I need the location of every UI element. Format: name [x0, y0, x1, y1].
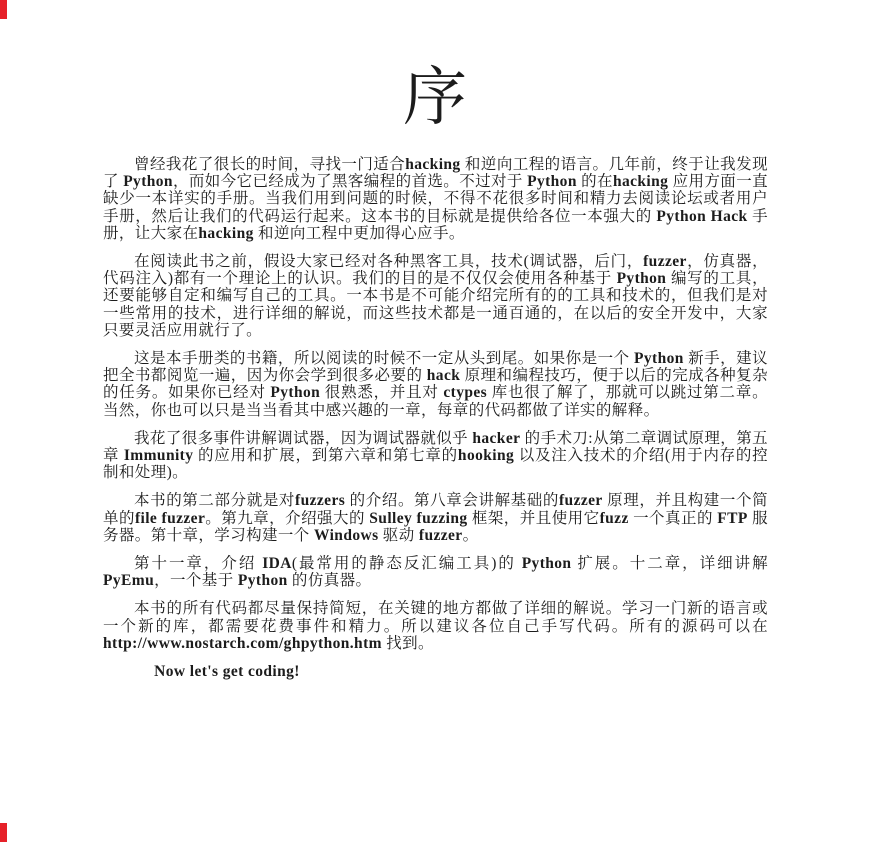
- red-edge-mark-top: [0, 0, 7, 19]
- paragraph-2: 在阅读此书之前，假设大家已经对各种黑客工具，技术(调试器，后门，fuzzer，仿真器，代码注入)都有一个理论上的认识。我们的目的是不仅仅会使用各种基于 Python 编写的工具，还要能够自定和编写自己的工具。一本书是不可能介绍完所有的的工具和技术的，但我们是对一些常用的技术，进行详细的解说，而这些技术都是一通百通的，在以后的安全开发中，大家只要灵活应用就行了。: [103, 253, 768, 339]
- page-content: [103, 156, 768, 691]
- paragraph-1: 曾经我花了很长的时间，寻找一门适合hacking 和逆向工程的语言。几年前，终于让我发现了 Python，而如今它已经成为了黑客编程的首选。不过对于 Python 的在hacking 应用方面一直缺少一本详实的手册。当我们用到问题的时候，不得不花很多时间和精力去阅读论坛或者用户手册，然后让我们的代码运行起来。这本书的目标就是提供给各位一本强大的 Python Hack 手册，让大家在hacking 和逆向工程中更加得心应手。: [103, 156, 768, 242]
- closing-line: Now let's get coding!: [154, 663, 300, 681]
- paragraph-6: 第十一章，介绍 IDA(最常用的静态反汇编工具)的 Python 扩展。十二章，详细讲解 PyEmu，一个基于 Python 的仿真器。: [103, 555, 768, 590]
- paragraph-5: 本书的第二部分就是对fuzzers 的介绍。第八章会讲解基础的fuzzer 原理，并且构建一个简单的file fuzzer。第九章，介绍强大的 Sulley fuzzing 框架，并且使用它fuzz 一个真正的 FTP 服务器。第十章，学习构建一个 Windows 驱动 fuzzer。: [103, 492, 768, 544]
- paragraph-7: 本书的所有代码都尽量保持简短，在关键的地方都做了详细的解说。学习一门新的语言或一个新的库，都需要花费事件和精力。所以建议各位自己手写代码。所有的源码可以在 http://www.nostarch.com/ghpython.htm 找到。: [103, 600, 768, 652]
- paragraph-4: 我花了很多事件讲解调试器，因为调试器就似乎 hacker 的手术刀:从第二章调试原理，第五章 Immunity 的应用和扩展，到第六章和第七章的hooking 以及注入技术的介绍(用于内存的控制和处理)。: [103, 429, 768, 482]
- page-title: 序: [403, 62, 467, 133]
- red-edge-mark-bottom: [0, 823, 7, 842]
- paragraph-3: 这是本手册类的书籍，所以阅读的时候不一定从头到尾。如果你是一个 Python 新手，建议把全书都阅览一遍，因为你会学到很多必要的 hack 原理和编程技巧，便于以后的完成各种复杂的任务。如果你已经对 Python 很熟悉，并且对 ctypes 库也很了解了，那就可以跳过第二章。当然，你也可以只是当当看其中感兴趣的一章，每章的代码都做了详实的解释。: [103, 350, 768, 419]
